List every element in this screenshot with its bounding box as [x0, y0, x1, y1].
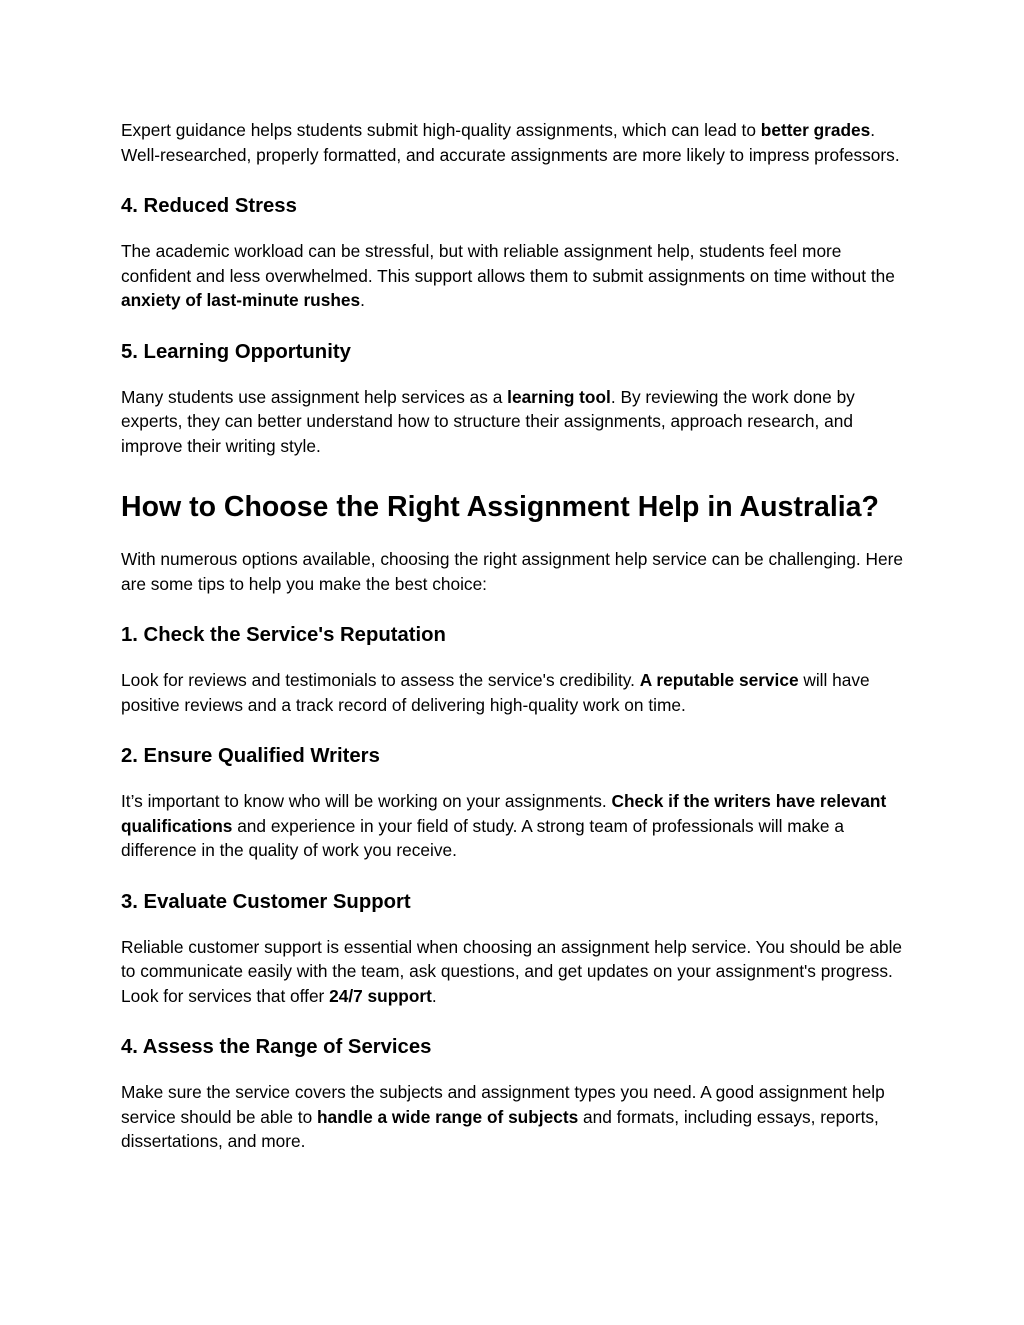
paragraph-range-of-services: Make sure the service covers the subjects and assignment types you need. A good assignment help service should be able to handle a wide range of subjects and formats, including essays, reports, dissertations, and more.: [121, 1082, 885, 1151]
bold-reputable-service: A reputable service: [639, 670, 799, 690]
bold-learning-tool: learning tool: [507, 386, 611, 407]
heading-check-reputation: 1. Check the Service's Reputation: [121, 624, 446, 646]
heading-qualified-writers: 2. Ensure Qualified Writers: [121, 745, 380, 767]
bold-24-7-support: 24/7 support: [329, 985, 432, 1006]
bold-check-writers: Check if the writers have relevant qualifications: [121, 791, 887, 836]
paragraph-learning-opportunity: Many students use assignment help services as a learning tool. By reviewing the work done by experts, they can better understand how to structure their assignments, approach research, and improve their writing style.: [121, 386, 855, 456]
heading-how-to-choose: How to Choose the Right Assignment Help in Australia?: [121, 491, 879, 523]
bold-better-grades: better grades: [760, 120, 871, 140]
bold-wide-range: handle a wide range of subjects: [316, 1106, 579, 1127]
heading-range-of-services: 4. Assess the Range of Services: [121, 1036, 432, 1058]
bold-anxiety: anxiety of last-minute rushes: [121, 290, 361, 310]
heading-customer-support: 3. Evaluate Customer Support: [121, 890, 411, 913]
paragraph-customer-support: Reliable customer support is essential when choosing an assignment help service. You should be able to communicate easily with the team, ask questions, and get updates on your assignment's progress. Look for services that offer 24/7 support.: [121, 936, 903, 1006]
heading-learning-opportunity: 5. Learning Opportunity: [121, 340, 351, 363]
heading-reduced-stress: 4. Reduced Stress: [121, 195, 297, 217]
paragraph-intro-choose: With numerous options available, choosing the right assignment help service can be challenging. Here are some tips to help you make the best choice:: [121, 549, 903, 594]
paragraph-check-reputation: Look for reviews and testimonials to assess the service's credibility. A reputable service will have positive reviews and a track record of delivering high-quality work on time.: [121, 670, 870, 715]
paragraph-reduced-stress: The academic workload can be stressful, but with reliable assignment help, students feel more confident and less overwhelmed. This support allows them to submit assignments on time without the anxiety of last-minute rushes.: [121, 241, 895, 310]
paragraph-better-grades: Expert guidance helps students submit high-quality assignments, which can lead to better grades. Well-researched, properly formatted, and accurate assignments are more likely to impress professors.: [121, 120, 900, 165]
paragraph-qualified-writers: It’s important to know who will be working on your assignments. Check if the writers have relevant qualifications and experience in your field of study. A strong team of professionals will make a difference in the quality of work you receive.: [121, 791, 887, 860]
document-body: [121, 118, 911, 1154]
